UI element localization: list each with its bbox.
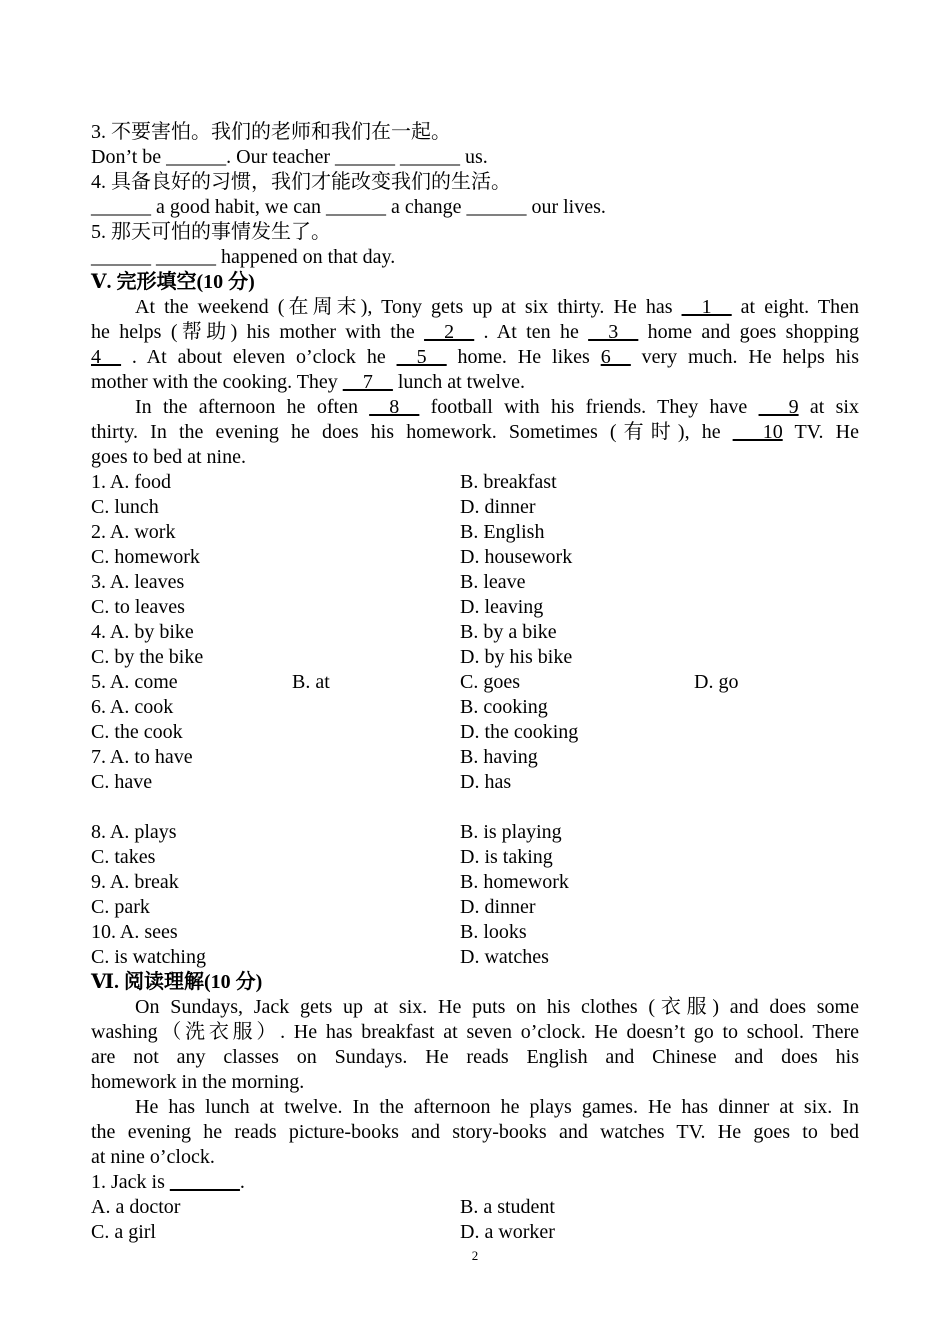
- option-c: C. by the bike: [91, 646, 204, 668]
- text-span: . At ten he: [474, 321, 589, 343]
- option-d: D. the cooking: [460, 721, 579, 743]
- blank-10: ___10: [732, 421, 783, 443]
- option-a: 9. A. break: [91, 871, 179, 893]
- option-b: B. homework: [460, 871, 569, 893]
- cloze-p1-line2: [91, 320, 859, 345]
- cloze-p1-line4: [91, 370, 859, 395]
- cloze-heading: Ⅴ. 完形填空(10 分): [91, 271, 255, 293]
- reading-p2-line: the evening he reads picture-books and story-books and watches TV. He goes to bed: [91, 1121, 859, 1143]
- option-c: C. homework: [91, 546, 200, 568]
- option-a: 5. A. come: [91, 671, 178, 693]
- cloze-p2-line3: goes to bed at nine.: [91, 446, 246, 468]
- cloze-p1-line3: [91, 345, 859, 370]
- option-a: 6. A. cook: [91, 696, 174, 718]
- option-d: D. is taking: [460, 846, 553, 868]
- blank-9: ___9: [758, 396, 799, 418]
- text-span: he helps (帮助) his mother with the: [91, 321, 425, 343]
- text-span: at eight. Then: [731, 296, 859, 318]
- option-a: 4. A. by bike: [91, 621, 194, 643]
- option-c: C. have: [91, 771, 153, 793]
- blank-2: __2__: [424, 321, 475, 343]
- option-a: A. a doctor: [91, 1196, 181, 1218]
- option-b: B. looks: [460, 921, 527, 943]
- text-span: .: [239, 1171, 245, 1193]
- reading-p2-line: at nine o’clock.: [91, 1146, 215, 1168]
- translation-q3-english: Don’t be ______. Our teacher ______ ______ us.: [91, 146, 488, 168]
- option-b: B. leave: [460, 571, 526, 593]
- reading-p1-line: On Sundays, Jack gets up at six. He puts on his clothes (衣服) and does some: [135, 996, 859, 1018]
- translation-q5-english: ______ ______ happened on that day.: [91, 246, 396, 268]
- option-d: D. watches: [460, 946, 549, 968]
- option-d: D. by his bike: [460, 646, 573, 668]
- translation-q5-chinese: 5. 那天可怕的事情发生了。: [91, 221, 331, 243]
- option-c: C. goes: [460, 671, 520, 693]
- text-span: . At about eleven o’clock he: [121, 346, 397, 368]
- reading-p1-line: are not any classes on Sundays. He reads English and Chinese and does his: [91, 1046, 859, 1068]
- option-b: B. having: [460, 746, 538, 768]
- translation-q4-chinese: 4. 具备良好的习惯，我们才能改变我们的生活。: [91, 171, 511, 193]
- text-span: home. He likes: [446, 346, 601, 368]
- translation-q4-english: ______ a good habit, we can ______ a change ______ our lives.: [91, 196, 606, 218]
- option-d: D. dinner: [460, 896, 536, 918]
- option-a: 2. A. work: [91, 521, 176, 543]
- option-d: D. leaving: [460, 596, 544, 618]
- reading-p1-line: washing（洗衣服）. He has breakfast at seven o’clock. He doesn’t go to school. There: [91, 1021, 859, 1043]
- cloze-p2-line1: [91, 395, 859, 420]
- option-b: B. cooking: [460, 696, 548, 718]
- option-a: 10. A. sees: [91, 921, 178, 943]
- text-span: lunch at twelve.: [392, 371, 525, 393]
- option-b: B. is playing: [460, 821, 562, 843]
- text-span: mother with the cooking. They: [91, 371, 343, 393]
- blank-4: 4__: [91, 346, 121, 368]
- answer-blank: _______: [169, 1171, 240, 1193]
- option-a: 1. A. food: [91, 471, 171, 493]
- blank-7: __7__: [342, 371, 393, 393]
- blank-8: __8__: [369, 396, 420, 418]
- option-c: C. takes: [91, 846, 156, 868]
- reading-p2-line: He has lunch at twelve. In the afternoon he plays games. He has dinner at six. In: [135, 1096, 859, 1118]
- option-b: B. English: [460, 521, 545, 543]
- option-b: B. at: [292, 671, 330, 693]
- blank-5: __5__: [396, 346, 447, 368]
- option-d: D. dinner: [460, 496, 536, 518]
- option-d: D. housework: [460, 546, 573, 568]
- option-d: D. has: [460, 771, 512, 793]
- option-c: C. lunch: [91, 496, 159, 518]
- option-d: D. go: [694, 671, 739, 693]
- text-span: In the afternoon he often: [135, 396, 370, 418]
- cloze-p2-line2: [91, 420, 859, 445]
- text-span: At the weekend (在周末), Tony gets up at six thirty. He has: [135, 296, 682, 318]
- option-b: B. breakfast: [460, 471, 557, 493]
- option-b: B. by a bike: [460, 621, 557, 643]
- text-span: at six: [798, 396, 859, 418]
- option-c: C. park: [91, 896, 150, 918]
- text-span: home and goes shopping: [638, 321, 860, 343]
- text-span: 1. Jack is: [91, 1171, 170, 1193]
- text-span: TV. He: [782, 421, 859, 443]
- option-c: C. the cook: [91, 721, 183, 743]
- text-span: thirty. In the evening he does his homework. Sometimes (有时), he: [91, 421, 733, 443]
- text-span: football with his friends. They have: [419, 396, 759, 418]
- cloze-p1-line1: [91, 295, 859, 320]
- blank-3: __3__: [588, 321, 639, 343]
- option-a: 7. A. to have: [91, 746, 193, 768]
- translation-q3-chinese: 3. 不要害怕。我们的老师和我们在一起。: [91, 121, 451, 143]
- option-c: C. is watching: [91, 946, 206, 968]
- option-a: 8. A. plays: [91, 821, 177, 843]
- reading-q1-stem: [91, 1170, 859, 1195]
- option-c: C. a girl: [91, 1221, 156, 1243]
- text-span: very much. He helps his: [630, 346, 859, 368]
- blank-1: __1__: [681, 296, 732, 318]
- option-d: D. a worker: [460, 1221, 555, 1243]
- blank-6: 6__: [600, 346, 631, 368]
- reading-heading: Ⅵ. 阅读理解(10 分): [91, 971, 263, 993]
- reading-p1-line: homework in the morning.: [91, 1071, 305, 1093]
- option-a: 3. A. leaves: [91, 571, 185, 593]
- page-number: 2: [471, 1248, 479, 1263]
- option-b: B. a student: [460, 1196, 555, 1218]
- option-c: C. to leaves: [91, 596, 185, 618]
